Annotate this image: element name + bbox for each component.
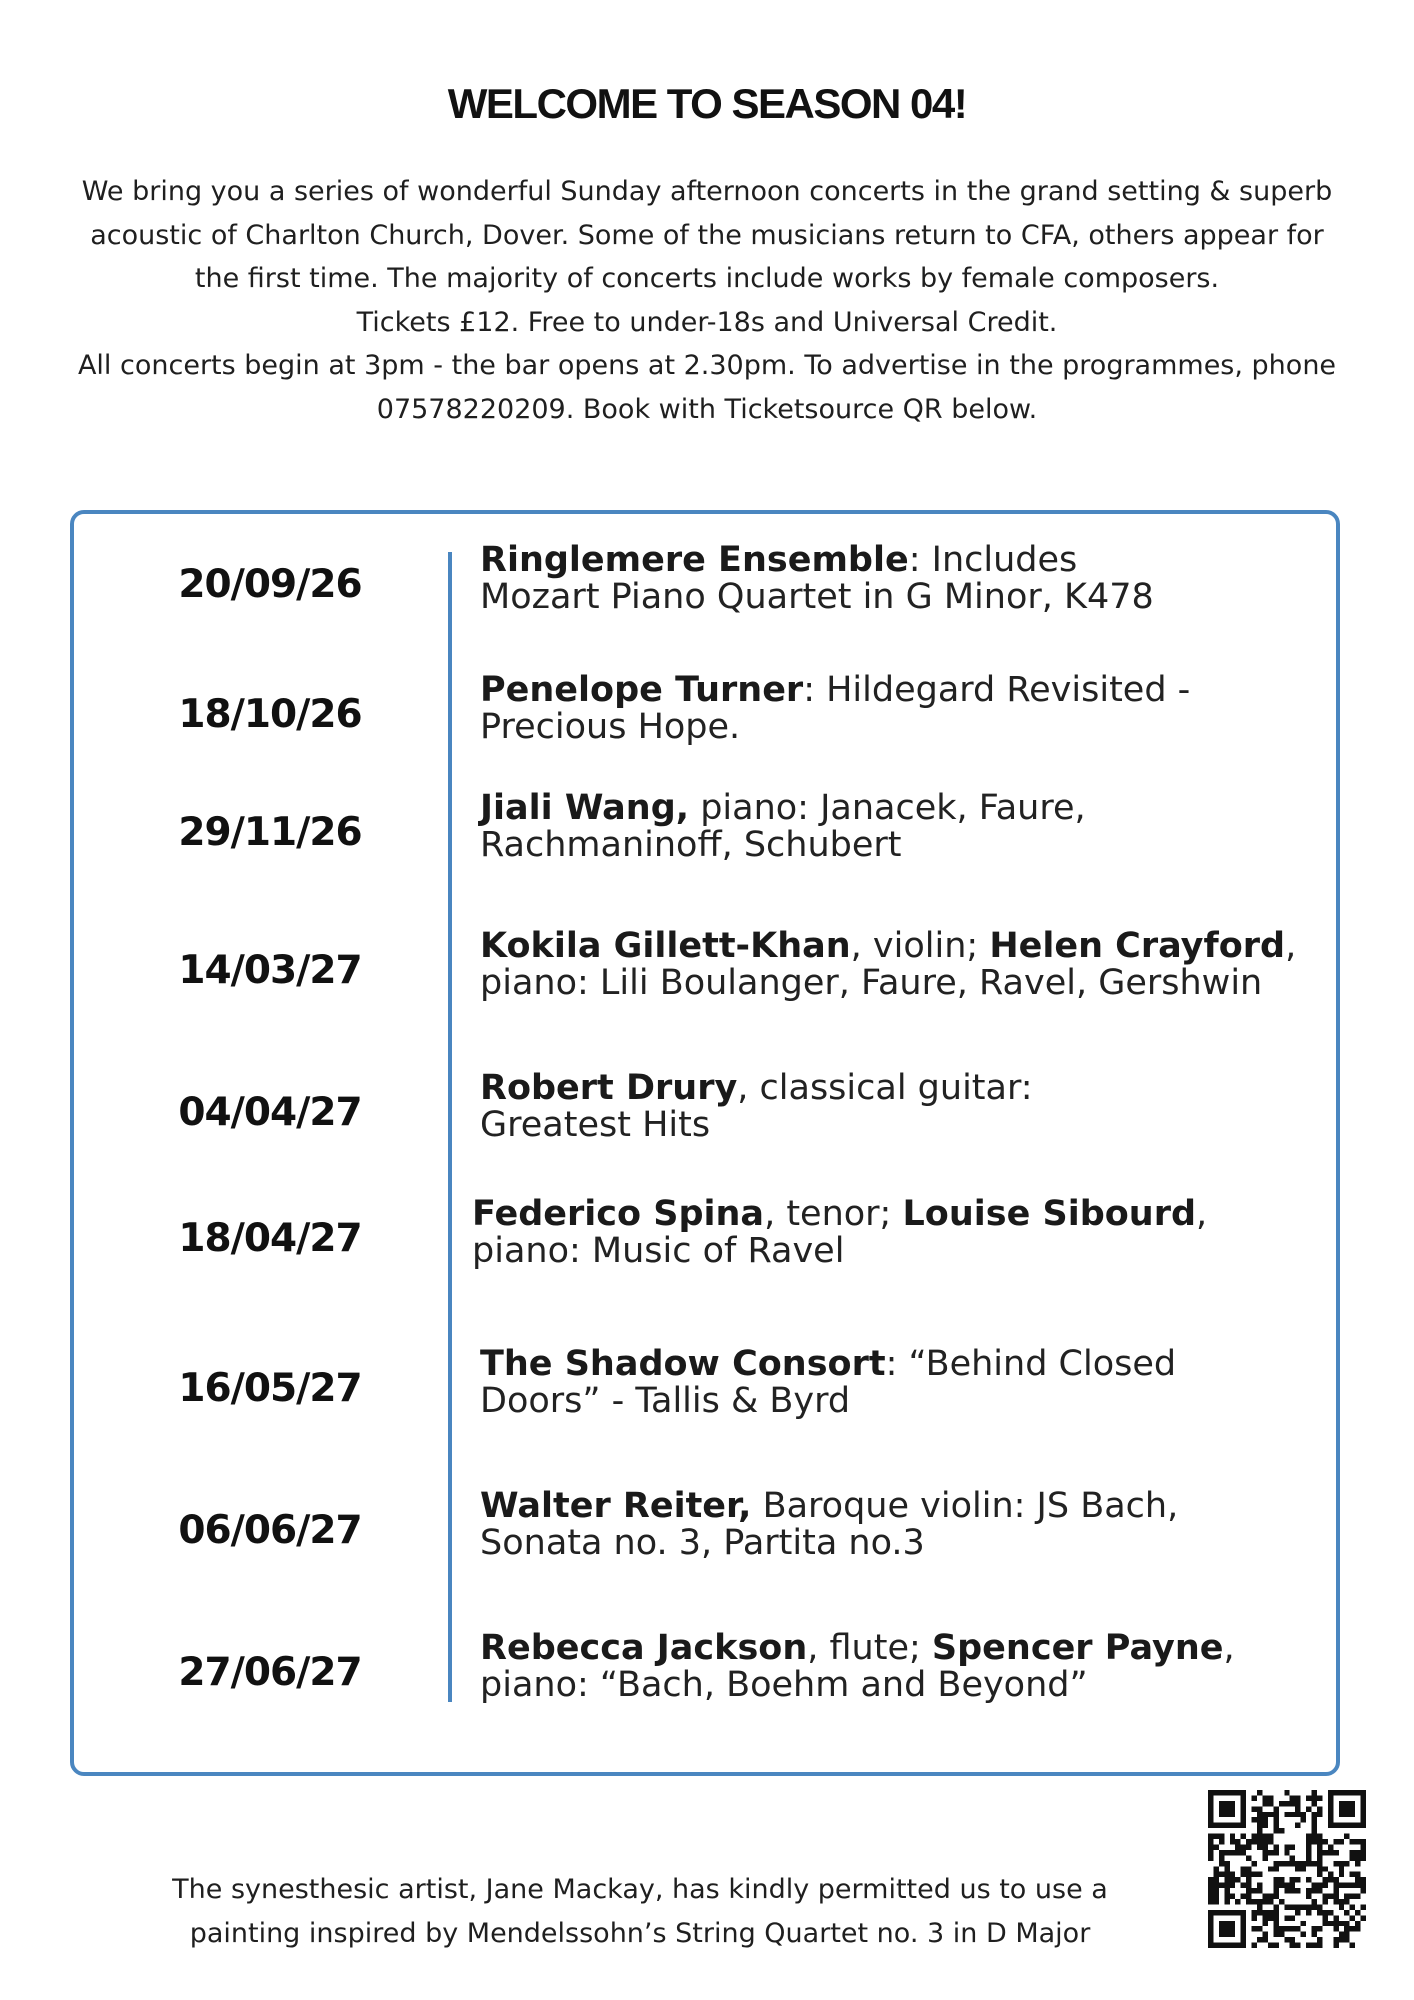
concert-date: 29/11/26	[178, 810, 362, 855]
concert-description	[480, 1488, 1340, 1562]
concert-detail: ,	[1223, 1628, 1235, 1668]
concert-detail: : “Behind Closed	[885, 1344, 1177, 1384]
concert-date: 20/09/26	[178, 562, 362, 607]
concert-description-line-1	[480, 1070, 1340, 1107]
concert-description-line-2: piano: “Bach, Boehm and Beyond”	[480, 1665, 1088, 1705]
concert-row	[0, 1070, 1414, 1170]
concert-description-line-2: Sonata no. 3, Partita no.3	[480, 1523, 925, 1563]
concert-row	[0, 1488, 1414, 1588]
concert-description	[480, 790, 1340, 864]
concert-row	[0, 1630, 1414, 1730]
concert-description	[480, 542, 1340, 616]
concert-description-line-1	[480, 542, 1340, 579]
performer-name: Ringlemere Ensemble	[480, 540, 909, 580]
concert-detail: , classical guitar:	[737, 1068, 1033, 1108]
concert-description-line-1	[480, 928, 1340, 965]
performer-name: Penelope Turner	[480, 670, 804, 710]
concert-description-line-2: Doors” - Tallis & Byrd	[480, 1381, 851, 1421]
performer-name: Federico Spina	[472, 1194, 765, 1234]
footer-credit	[140, 1868, 1140, 1956]
performer-name: Walter Reiter,	[480, 1486, 752, 1526]
concert-date: 18/04/27	[178, 1216, 362, 1261]
concert-detail: , violin;	[850, 926, 990, 966]
concert-detail: ,	[1196, 1194, 1208, 1234]
concert-description	[480, 1346, 1340, 1420]
concert-description-line-2: Rachmaninoff, Schubert	[480, 825, 902, 865]
concert-detail: piano: Janacek, Faure,	[689, 788, 1086, 828]
concert-date: 18/10/26	[178, 692, 362, 737]
concert-detail: Baroque violin: JS Bach,	[751, 1486, 1179, 1526]
concert-description	[480, 672, 1340, 746]
concert-description	[480, 1630, 1340, 1704]
concert-row	[0, 790, 1414, 890]
concert-detail: , flute;	[807, 1628, 932, 1668]
concert-description-line-1	[480, 1488, 1340, 1525]
intro-tickets: Tickets £12. Free to under-18s and Universal Credit.	[356, 306, 1058, 338]
concert-description-line-2: Precious Hope.	[480, 707, 741, 747]
concert-description-line-1	[472, 1196, 1332, 1233]
page-title: WELCOME TO SEASON 04!	[447, 80, 967, 127]
performer-name: Helen Crayford	[989, 926, 1286, 966]
concert-description-line-2: Mozart Piano Quartet in G Minor, K478	[480, 577, 1154, 617]
concert-row	[0, 542, 1414, 642]
concert-description	[472, 1196, 1332, 1270]
intro-times: All concerts begin at 3pm - the bar opens at 2.30pm. To advertise in the programmes, phone 07578220209. Book with Ticketsource QR below.	[77, 350, 1337, 425]
concert-description-line-2: Greatest Hits	[480, 1105, 711, 1145]
concert-detail: , tenor;	[764, 1194, 903, 1234]
concert-date: 14/03/27	[178, 948, 362, 993]
concert-description-line-1	[480, 672, 1340, 709]
concert-row	[0, 1346, 1414, 1446]
intro-text	[70, 170, 1344, 431]
intro-paragraph: We bring you a series of wonderful Sunday afternoon concerts in the grand setting & superb acoustic of Charlton Church, Dover. Some of the musicians return to CFA, others appear for the first time. The majority of concerts include works by female composers.	[81, 176, 1333, 294]
footer-line-1: The synesthesic artist, Jane Mackay, has kindly permitted us to use a	[172, 1874, 1108, 1905]
performer-name: Robert Drury	[480, 1068, 738, 1108]
concert-description	[480, 1070, 1340, 1144]
concert-row	[0, 1196, 1414, 1296]
performer-name: Jiali Wang,	[480, 788, 690, 828]
concert-description-line-1	[480, 1630, 1340, 1667]
performer-name: Rebecca Jackson	[480, 1628, 808, 1668]
performer-name: Spencer Payne	[931, 1628, 1224, 1668]
concert-detail: : Hildegard Revisited -	[803, 670, 1191, 710]
qr-code-icon[interactable]	[1208, 1790, 1366, 1948]
concert-date: 04/04/27	[178, 1090, 362, 1135]
concert-detail: ,	[1285, 926, 1297, 966]
concert-row	[0, 928, 1414, 1028]
concert-date: 06/06/27	[178, 1508, 362, 1553]
concert-description-line-1	[480, 1346, 1340, 1383]
concert-row	[0, 672, 1414, 772]
concert-description-line-2: piano: Music of Ravel	[472, 1231, 845, 1271]
concert-date: 16/05/27	[178, 1366, 362, 1411]
performer-name: Louise Sibourd	[902, 1194, 1197, 1234]
concert-description-line-1	[480, 790, 1340, 827]
performer-name: Kokila Gillett-Khan	[480, 926, 851, 966]
footer-line-2: painting inspired by Mendelssohn’s String Quartet no. 3 in D Major	[189, 1918, 1091, 1949]
concert-description	[480, 928, 1340, 1002]
concert-detail: : Includes	[908, 540, 1078, 580]
performer-name: The Shadow Consort	[480, 1344, 886, 1384]
concert-date: 27/06/27	[178, 1650, 362, 1695]
concert-description-line-2: piano: Lili Boulanger, Faure, Ravel, Gershwin	[480, 963, 1263, 1003]
